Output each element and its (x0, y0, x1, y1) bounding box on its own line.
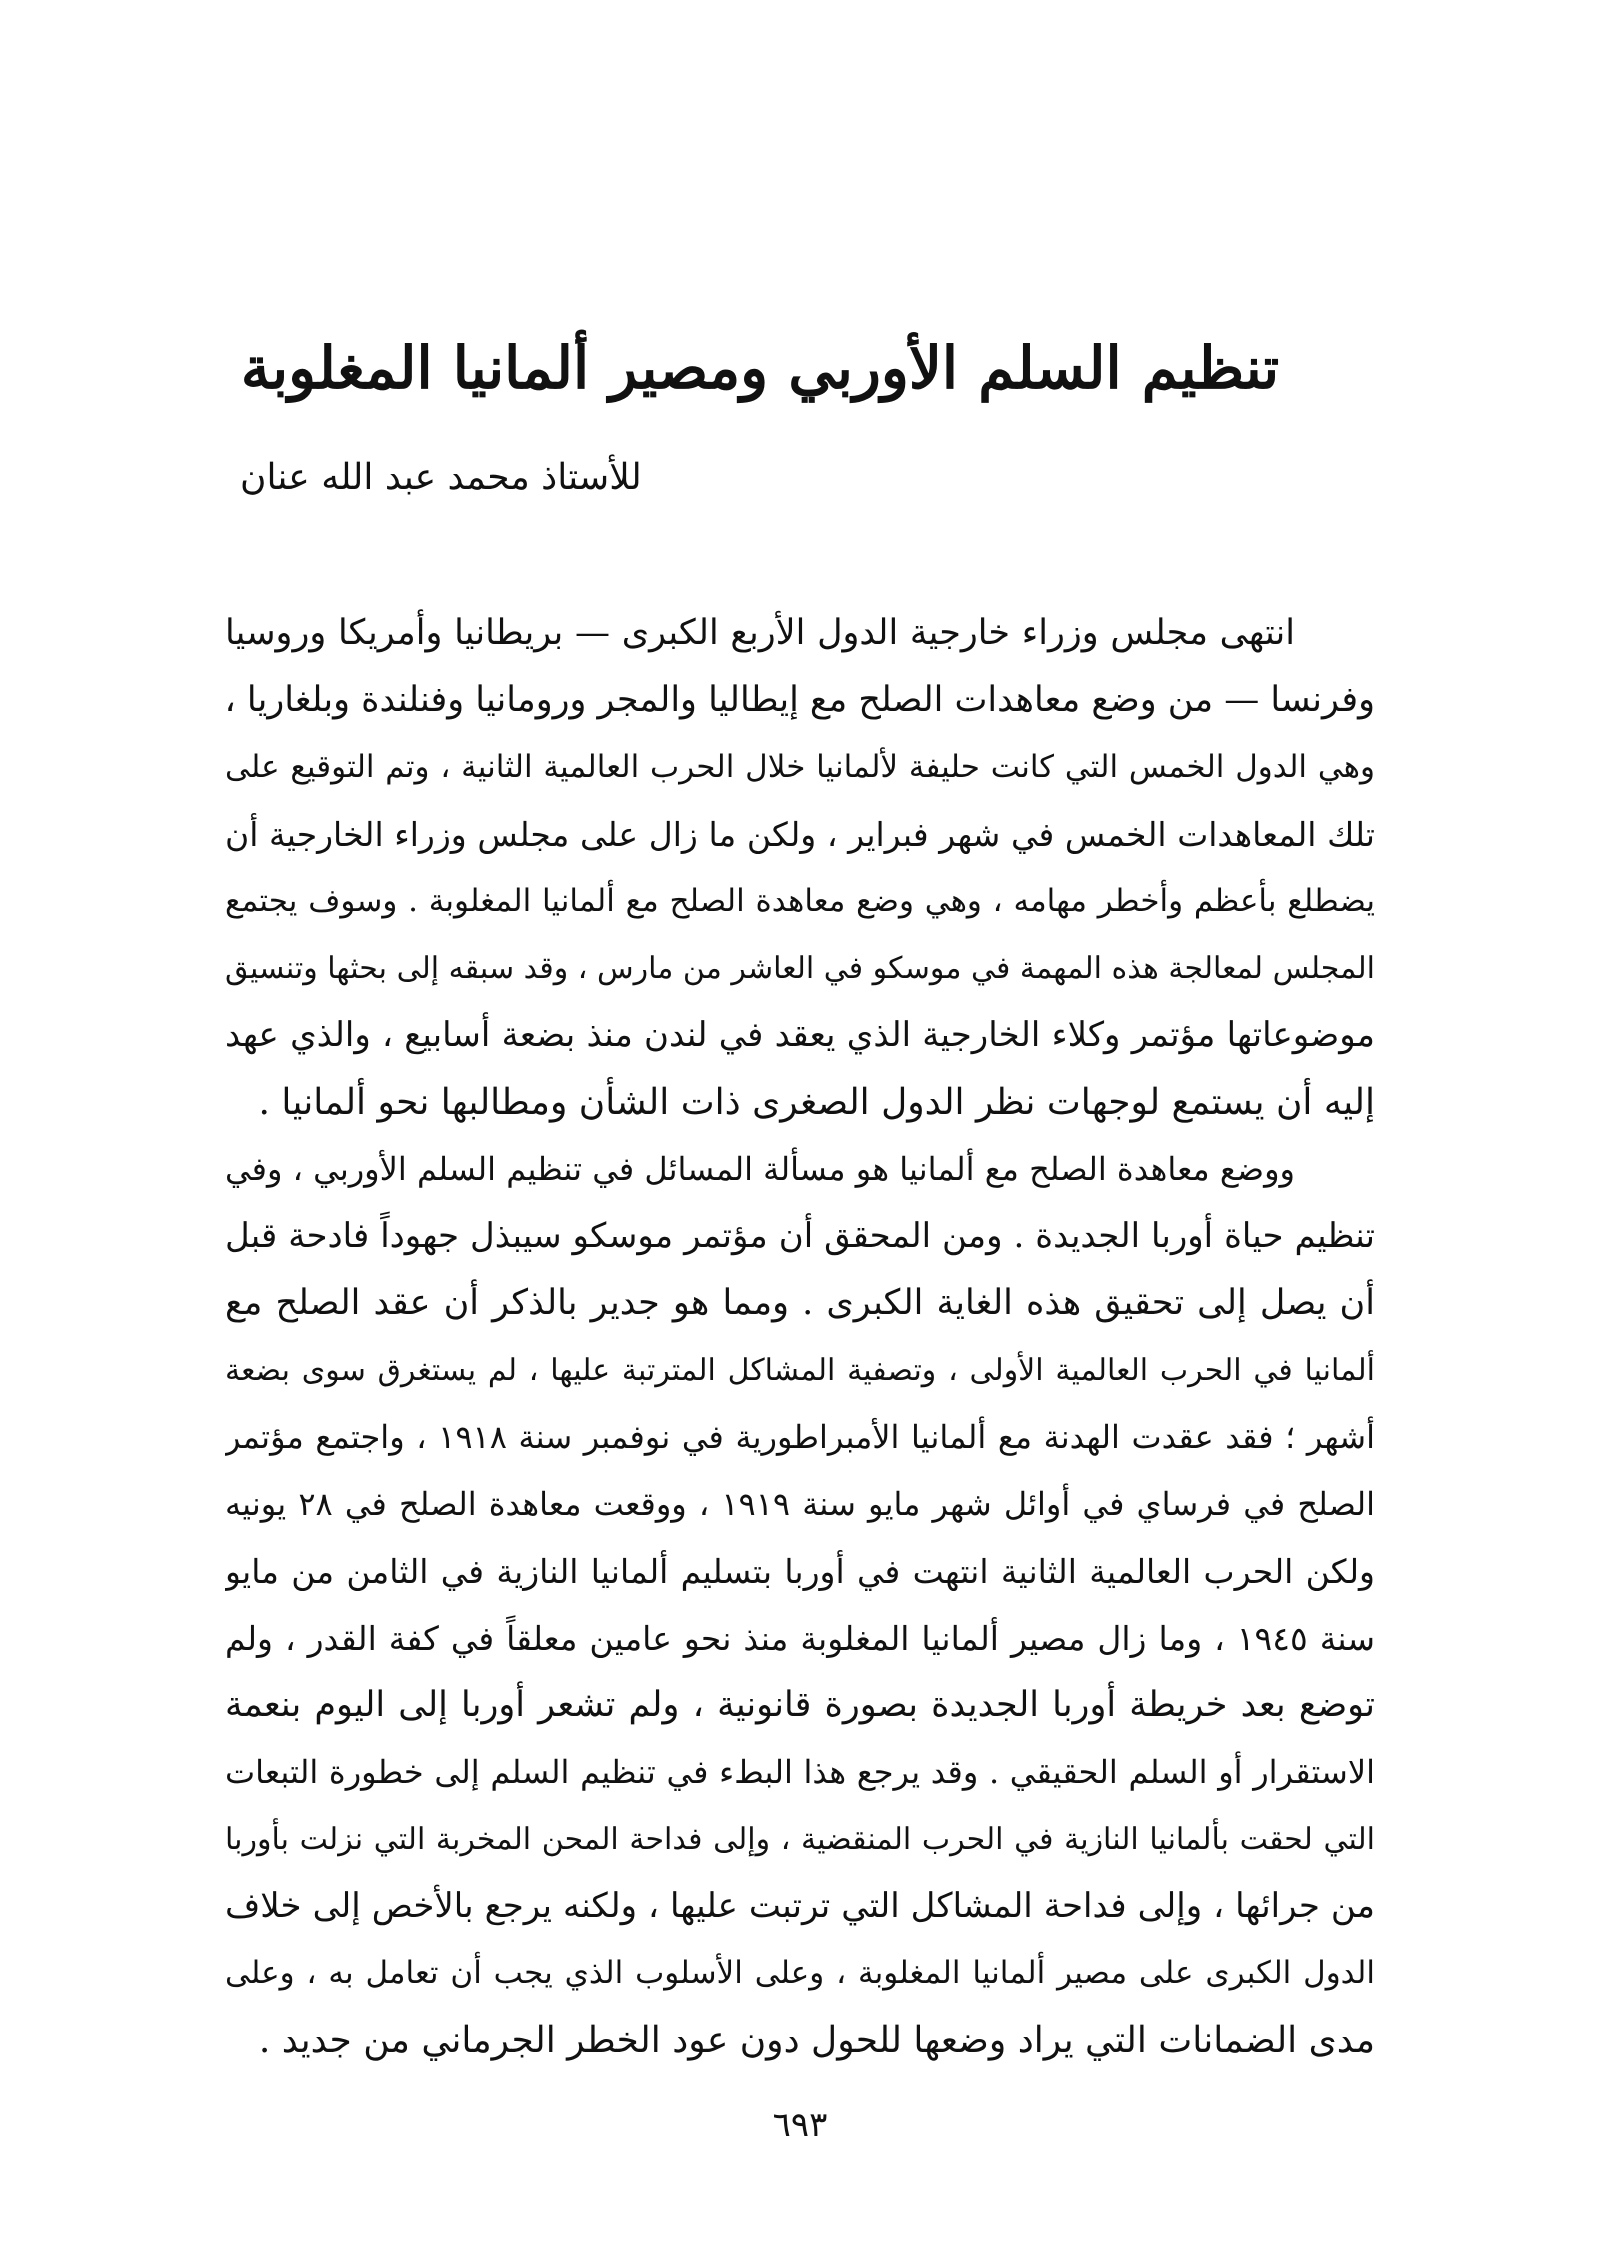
body-line: انتهى مجلس وزراء خارجية الدول الأربع الكبرى — بريطانيا وأمريكا وروسيا (225, 613, 1295, 653)
article-body (225, 600, 1375, 2074)
body-line: ولكن الحرب العالمية الثانية انتهت في أوربا بتسليم ألمانيا النازية في الثامن من مايو (225, 1552, 1375, 1591)
body-line: ووضع معاهدة الصلح مع ألمانيا هو مسألة المسائل في تنظيم السلم الأوربي ، وفي (225, 1150, 1296, 1188)
body-line: يضطلع بأعظم وأخطر مهامه ، وهي وضع معاهدة الصلح مع ألمانيا المغلوبة . وسوف يجتمع (225, 883, 1375, 919)
body-line: توضع بعد خريطة أوربا الجديدة بصورة قانونية ، ولم تشعر أوربا إلى اليوم بنعمة (225, 1685, 1375, 1725)
body-line: من جرائها ، وإلى فداحة المشاكل التي ترتبت عليها ، ولكنه يرجع بالأخص إلى خلاف (225, 1886, 1375, 1926)
body-line: موضوعاتها مؤتمر وكلاء الخارجية الذي يعقد في لندن منذ بضعة أسابيع ، والذي عهد (225, 1015, 1375, 1055)
page-number: ٦٩٣ (772, 2105, 828, 2145)
article-title: تنظيم السلم الأوربي ومصير ألمانيا المغلوبة (240, 334, 1280, 402)
body-line: الدول الكبرى على مصير ألمانيا المغلوبة ، وعلى الأسلوب الذي يجب أن تعامل به ، وعلى (225, 1955, 1375, 1991)
body-line: تنظيم حياة أوربا الجديدة . ومن المحقق أن مؤتمر موسكو سيبذل جهوداً فادحة قبل (225, 1216, 1375, 1256)
article-author: للأستاذ محمد عبد الله عنان (240, 457, 642, 498)
body-line: وهي الدول الخمس التي كانت حليفة لألمانيا خلال الحرب العالمية الثانية ، وتم التوقيع على (225, 749, 1375, 785)
body-line: سنة ١٩٤٥ ، وما زال مصير ألمانيا المغلوبة منذ نحو عامين معلقاً في كفة القدر ، ولم (225, 1619, 1375, 1658)
body-line: أن يصل إلى تحقيق هذه الغاية الكبرى . ومما هو جدير بالذكر أن عقد الصلح مع (225, 1283, 1375, 1323)
body-line: المجلس لمعالجة هذه المهمة في موسكو في العاشر من مارس ، وقد سبقه إلى بحثها وتنسيق (225, 951, 1375, 986)
body-line: تلك المعاهدات الخمس في شهر فبراير ، ولكن ما زال على مجلس وزراء الخارجية أن (225, 815, 1375, 854)
body-line: الاستقرار أو السلم الحقيقي . وقد يرجع هذا البطء في تنظيم السلم إلى خطورة التبعات (225, 1753, 1375, 1791)
body-line: إليه أن يستمع لوجهات نظر الدول الصغرى ذات الشأن ومطالبها نحو ألمانيا . (258, 1082, 1375, 1123)
body-line: ألمانيا في الحرب العالمية الأولى ، وتصفية المشاكل المترتبة عليها ، لم يستغرق سوى بضعة (225, 1353, 1375, 1388)
body-line: أشهر ؛ فقد عقدت الهدنة مع ألمانيا الأمبراطورية في نوفمبر سنة ١٩١٨ ، واجتمع مؤتمر (225, 1418, 1375, 1456)
body-line: مدى الضمانات التي يراد وضعها للحول دون عود الخطر الجرماني من جديد . (258, 2020, 1375, 2061)
body-line: التي لحقت بألمانيا النازية في الحرب المنقضية ، وإلى فداحة المحن المخربة التي نزلت بأوربا (225, 1822, 1375, 1857)
body-line: الصلح في فرساي في أوائل شهر مايو سنة ١٩١٩ ، ووقعت معاهدة الصلح في ٢٨ يونيه (225, 1485, 1375, 1523)
body-line: وفرنسا — من وضع معاهدات الصلح مع إيطاليا والمجر ورومانيا وفنلندة وبلغاريا ، (225, 680, 1375, 720)
